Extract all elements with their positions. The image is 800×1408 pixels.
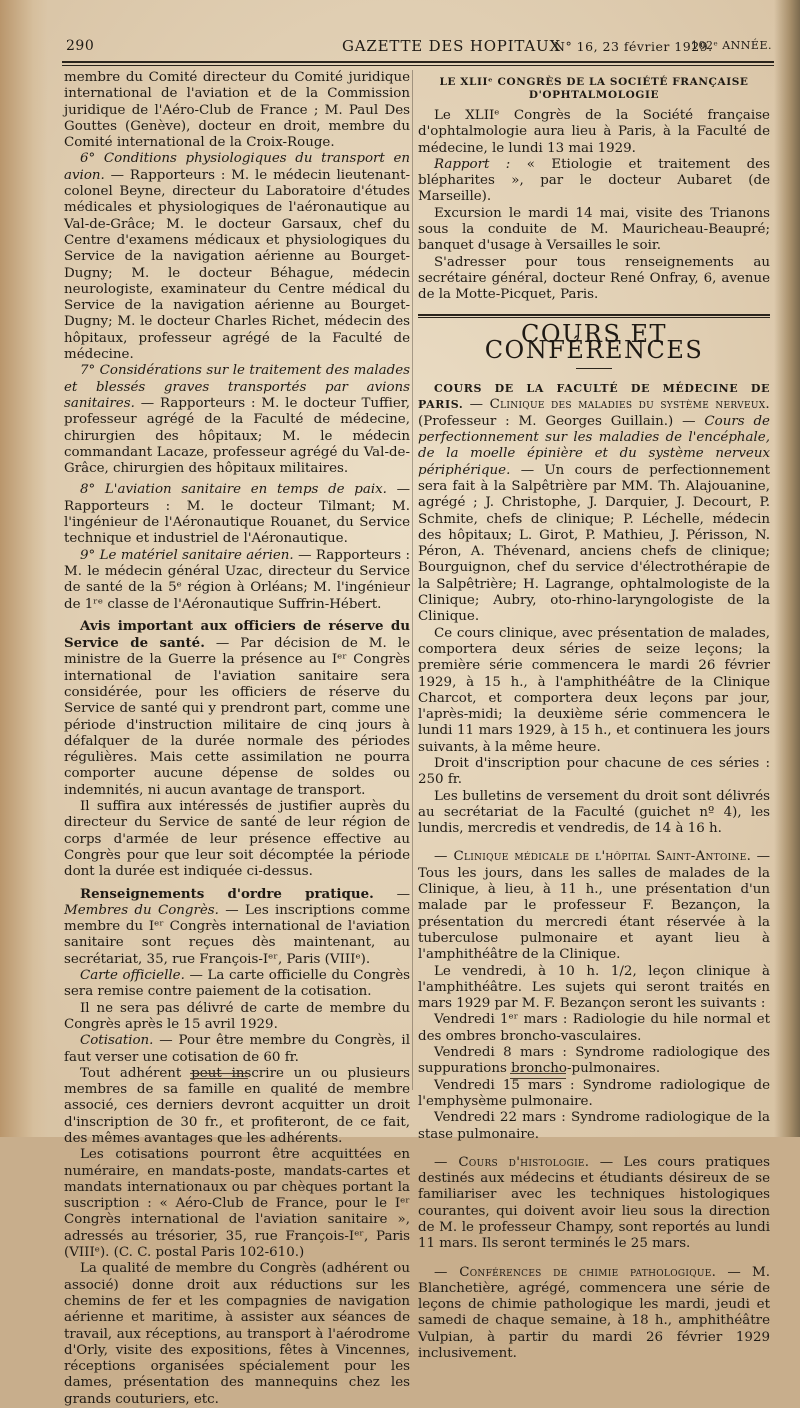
paragraph-body: — Un cours de perfectionnement sera fait à la Salpêtrière par MM. Th. Alajouanine, agrégé ; J. Christophe, J. Darquier, J. Decourt, P. Schmite, chefs de clinique; P. Léchelle, médecin des hôpitaux; L. Girot, P. Mathieu, J. Périsson, N. Péron, A. Thévenard, anciens chefs de clinique; Bourguignon, chef du service d'électrothérapie de la Salpêtrière; H. Lagrange, ophtalmologiste de la Clinique; Aubry, oto-rhino-laryngologiste de la Clinique.: [418, 462, 770, 625]
course-heading: — Clinique médicale de l'hôpital Saint-Antoine.: [434, 849, 752, 865]
section-heading: 7° Considérations sur le traitement des malades et blessés graves transportés par avions sanitaires.: [64, 363, 410, 411]
section-title: COURS ET CONFÉRENCES: [484, 319, 704, 364]
paragraph-body: — M. Blanchetière, agrégé, commencera une série de leçons de chimie pathologique les mardi, jeudi et samedi de chaque semaine, à 18 h., amphithéâtre Vulpian, à partir du mardi 26 février 1929 inclusivement.: [418, 1264, 770, 1362]
paragraph: Les bulletins de versement du droit sont délivrés au secrétariat de la Faculté (guichet nº 4), les lundis, mercredis et vendredis, de 14 à 16 h.: [418, 788, 770, 837]
paragraph-body: « Etiologie et traitement des blépharites », par le docteur Aubaret (de Marseille).: [418, 156, 770, 205]
subheading: Carte officielle.: [80, 968, 185, 984]
paragraph-body: — Les cours pratiques destinés aux médecins et étudiants désireux de se familiariser avec les techniques histologiques courantes, qui doivent avoir lieu sous la direction de M. le professeur Champy, sont reportés au lundi 11 mars. Ils seront terminés le 25 mars.: [418, 1154, 770, 1252]
paragraph: [64, 968, 410, 1001]
title-rule: [576, 368, 612, 369]
paragraph: [418, 157, 770, 206]
subheading: Membres du Congrès.: [64, 902, 219, 918]
page-edge-left: [0, 0, 48, 1137]
paragraph: [64, 151, 410, 363]
year-volume: 102ᵉ ANNÉE.: [690, 39, 772, 52]
paragraph: Ce cours clinique, avec présentation de malades, comportera deux séries de seize leçons; la première série commencera le mardi 26 février 1929, à 15 h., à l'amphithéâtre de la Clinique Charcot, et comportera deux leçons par jour, l'après-midi; la deuxième série commencera le lundi 11 mars 1929, à 15 h., et continuera les jours suivants, à la même heure.: [418, 625, 770, 755]
list-item: Vendredi 1ᵉʳ mars : Radiologie du hile normal et des ombres broncho-vasculaires.: [418, 1012, 770, 1044]
list-item: Vendredi 15 mars : Syndrome radiologique de l'emphysème pulmonaire.: [418, 1077, 770, 1109]
issue-date: N° 16, 23 février 1929.: [554, 39, 713, 54]
journal-title: GAZETTE DES HOPITAUX: [342, 37, 561, 55]
congress-heading: LE XLIIᵉ CONGRÈS DE LA SOCIÉTÉ FRANÇAISE D'OPHTALMOLOGIE: [439, 76, 749, 101]
paragraph: Droit d'inscription pour chacune de ces séries : 250 fr.: [418, 755, 770, 788]
notice-heading: Avis important aux officiers de réserve du Service de santé.: [64, 617, 410, 652]
course-subheading: — Clinique des maladies du système nerveux.: [463, 397, 770, 413]
notice-heading: Renseignements d'ordre pratique.: [80, 885, 374, 902]
course-title: Cours de perfectionnement sur les maladies de l'encéphale, de la moelle épinière et du système nerveux périphérique.: [418, 413, 770, 478]
paragraph: COURS DE LA FACULTÉ DE MÉDECINE DE PARIS. — Clinique des maladies du système nerveux. (Professeur : M. Georges Guillain.) — Cours de perfectionnement sur les maladies de l'encéphale, de la moelle épinière et du système nerveux périphérique. — Un cours de perfectionnement sera fait à la Salpêtrière par MM. Th. Alajouanine, agrégé ; J. Christophe, J. Darquier, J. Decourt, P. Schmite, chefs de clinique; P. Léchelle, médecin des hôpitaux; L. Girot, P. Mathieu, J. Périsson, N. Péron, A. Thévenard, anciens chefs de clinique; Bourguignon, chef du service d'électrothérapie de la Salpêtrière; H. Lagrange, ophtalmologiste de la Clinique; Aubry, oto-rhino-laryngologiste de la Clinique.: [418, 382, 770, 625]
paragraph: La qualité de membre du Congrès (adhérent ou associé) donne droit aux réductions sur les chemins de fer et les compagnies de navigation aérienne et maritime, à assister aux séances de travail, aux réceptions, au transport à l'aérodrome d'Orly, visite des expositions, fêtes à Vincennes, réceptions organisées spécialement pour les dames, présentation des mannequins chez les grands couturiers, etc.: [64, 1261, 410, 1407]
paragraph: [418, 1155, 770, 1253]
right-column: [418, 76, 770, 1362]
paragraph-body: — Par décision de M. le ministre de la Guerre la présence au Iᵉʳ Congrès international de l'aviation sanitaire sera considérée, pour les officiers de réserve du Service de santé qui y prendront part, comme une période d'instruction militaire de cinq jours à défalquer de la durée normale des périodes régulières. Mais cette assimilation ne pourra comporter aucune dépense de soldes ou indemnités, ni aucun avantage de transport.: [64, 636, 411, 798]
header-rule-thin: [62, 65, 774, 66]
section-rule: [418, 314, 770, 316]
paragraph: Renseignements d'ordre pratique. — Membres du Congrès. — Les inscriptions comme membre du Iᵉʳ Congrès international de l'aviation sanitaire sont reçues dès maintenant, au secrétariat, 35, rue François-Iᵉʳ, Paris (VIIIᵉ).: [64, 885, 410, 967]
list-item: Vendredi 8 mars : Syndrome radiologique des suppurations broncho-pulmonaires.: [418, 1045, 770, 1077]
paragraph-body: — Les inscriptions comme membre du Iᵉʳ Congrès international de l'aviation sanitaire sont reçues dès maintenant, au secrétariat, 35, rue François-Iᵉʳ, Paris (VIIIᵉ).: [64, 902, 410, 967]
paragraph-body: — Rapporteurs : M. le docteur Tuffier, professeur agrégé de la Faculté de médecine, chirurgien des hôpitaux; M. le médecin commandant Lacaze, professeur agrégé du Val-de-Grâce, chirurgien des hôpitaux militaires.: [64, 395, 410, 477]
page-edge-right: [774, 0, 800, 1137]
course-heading: — Cours d'histologie.: [434, 1154, 590, 1170]
paragraph: [64, 548, 410, 613]
section-heading: 6° Conditions physiologiques du transport en avion.: [64, 151, 410, 183]
paragraph-body: — Tous les jours, dans les salles de malades de la Clinique, à lieu, à 11 h., une présentation d'un malade par le professeur F. Bezançon, la présentation du mercredi étant réservée à la tuberculose pulmonaire et ayant lieu à l'amphithéâtre de la Clinique.: [418, 849, 770, 963]
paragraph: [64, 363, 410, 477]
section-rule-group: [418, 314, 770, 318]
paragraph: Il ne sera pas délivré de carte de membre du Congrès après le 15 avril 1929.: [64, 1000, 410, 1032]
paragraph: [418, 1265, 770, 1363]
paragraph-body: — Pour être membre du Congrès, il faut verser une cotisation de 60 fr.: [64, 1033, 410, 1065]
paragraph: [64, 618, 410, 799]
subheading: Cotisation.: [80, 1033, 154, 1049]
list-item: Vendredi 22 mars : Syndrome radiologique de la stase pulmonaire.: [418, 1110, 770, 1142]
paragraph: [64, 482, 410, 547]
course-heading: — Conférences de chimie pathologique.: [434, 1264, 717, 1280]
section-heading: 9° Le matériel sanitaire aérien.: [80, 547, 294, 563]
section-heading: 8° L'aviation sanitaire en temps de paix.: [80, 482, 387, 498]
end-ornament-left: [190, 1073, 248, 1079]
paragraph: [418, 849, 770, 963]
paragraph: membre du Comité directeur du Comité juridique international de l'aviation et de la Commission juridique de l'Aéro-Club de France ; M. Paul Des Gouttes (Genève), docteur en droit, membre du Comité international de la Croix-Rouge.: [64, 70, 410, 151]
paragraph-body: — Rapporteurs : M. le médecin lieutenant-colonel Beyne, directeur du Laboratoire d'études médicales et physiologiques de l'aéronautique au Val-de-Grâce; M. le docteur Garsaux, chef du Centre d'examens médicaux et physiologiques du Service de la navigation aérienne au Bourget-Dugny; M. le docteur Béhague, médecin neurologiste, examinateur du Centre médical du Service de la navigation aérienne au Bourget-Dugny; M. le docteur Charles Richet, médecin des hôpitaux, professeur agrégé de la Faculté de médecine.: [64, 167, 410, 363]
paragraph: Il suffira aux intéressés de justifier auprès du directeur du Service de santé de leur région de corps d'armée de leur présence effective au Congrès pour que leur soit décomptée la période dont la durée est indiquée ci-dessus.: [64, 799, 410, 880]
paragraph: Le vendredi, à 10 h. 1/2, leçon clinique à l'amphithéâtre. Les sujets qui seront traités en mars 1929 par M. F. Bezançon seront les suivants :: [418, 963, 770, 1012]
paragraph: Le XLIIᵉ Congrès de la Société française d'ophtalmologie aura lieu à Paris, à la Faculté de médecine, le lundi 13 mai 1929.: [418, 108, 770, 156]
header-rule: [62, 61, 774, 63]
paragraph-body: — Rapporteurs : M. le docteur Tilmant; M. l'ingénieur de l'Aéronautique Rouanet, du Service technique et industriel de l'Aéronautique.: [64, 482, 410, 547]
end-ornament-right: [510, 1073, 566, 1079]
running-header: [66, 36, 772, 58]
course-heading: COURS DE LA FACULTÉ DE MÉDECINE DE PARIS.: [418, 382, 770, 412]
paragraph-body: — La carte officielle du Congrès sera remise contre paiement de la cotisation.: [64, 968, 410, 1000]
paragraph: [64, 1033, 410, 1066]
subheading: Rapport :: [434, 156, 511, 172]
left-column: [64, 70, 410, 1408]
section-rule-thin: [418, 317, 770, 318]
paragraph: Tout adhérent peut inscrire un ou plusieurs membres de sa famille en qualité de membre associé, ces derniers devront acquitter un droit d'inscription de 30 fr., et profiteront, de ce fait, des mêmes avantages que les adhérents.: [64, 1065, 410, 1146]
paragraph: Les cotisations pourront être acquittées en numéraire, en mandats-poste, mandats-cartes et mandats internationaux ou par chèques portant la suscription : « Aéro-Club de France, pour le Iᵉʳ Congrès international de l'aviation sanitaire », adressés au trésorier, 35, rue François-Iᵉʳ, Paris (VIIIᵉ). (C. C. postal Paris 102-610.): [64, 1147, 410, 1261]
paragraph: Excursion le mardi 14 mai, visite des Trianons sous la conduite de M. Mauricheau-Beaupré; banquet d'usage à Versailles le soir.: [418, 205, 770, 254]
paragraph-body: — Rapporteurs : M. le médecin général Uzac, directeur du Service de santé de la 5ᵉ région à Orléans; M. l'ingénieur de 1ʳᵉ classe de l'Aéronautique Suffrin-Hébert.: [64, 547, 410, 612]
column-divider: [412, 70, 413, 1090]
paragraph: S'adresser pour tous renseignements au secrétaire général, docteur René Onfray, 6, avenue de la Motte-Picquet, Paris.: [418, 254, 770, 303]
page-number: 290: [66, 38, 95, 54]
